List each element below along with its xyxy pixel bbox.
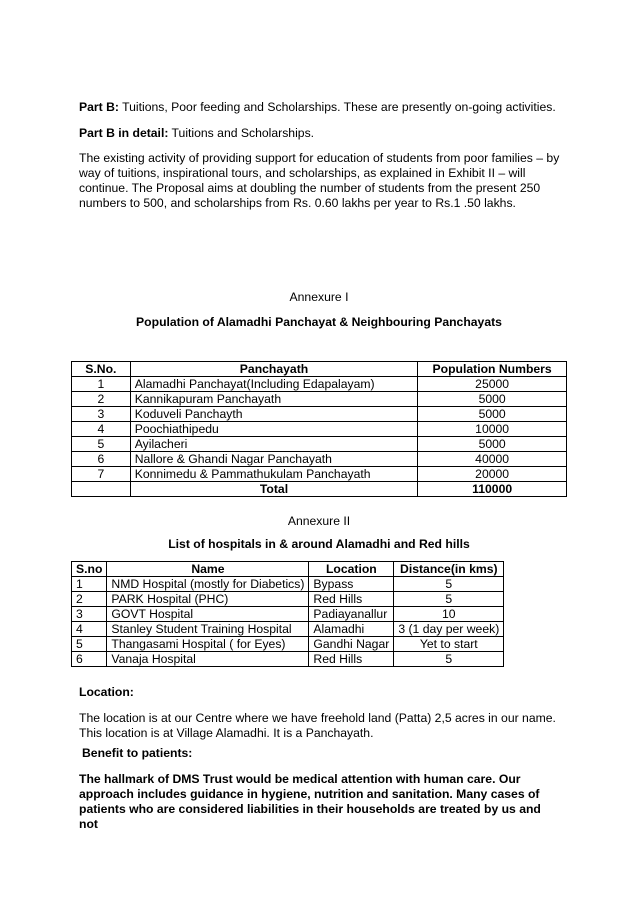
part-b-paragraph: The existing activity of providing support for education of students from poor families – by way of tuitions, inspirational tours, and scholarships, as explained in Exhibit II – will continue. The Proposal aims at doubling the number of students from the present 250 numbers to 500, and scholarships from Rs. 0.60 lakhs per year to Rs.1 .50 lakhs. — [79, 151, 560, 210]
hospitals-table — [71, 561, 504, 667]
table-cell: 2 — [72, 392, 131, 407]
table-cell: NMD Hospital (mostly for Diabetics) — [107, 577, 309, 592]
table-cell: Yet to start — [394, 637, 504, 652]
table-row — [72, 422, 567, 437]
column-header: S.No. — [72, 362, 131, 377]
table-row — [72, 652, 504, 667]
table-row — [72, 467, 567, 482]
population-table-header — [72, 362, 567, 377]
column-header: Population Numbers — [418, 362, 567, 377]
table-cell: GOVT Hospital — [107, 607, 309, 622]
table-row — [72, 607, 504, 622]
part-b-detail-text: Tuitions and Scholarships. — [168, 126, 315, 140]
table-cell: 7 — [72, 467, 131, 482]
total-value: 110000 — [418, 482, 567, 497]
column-header: Name — [107, 562, 309, 577]
table-cell: Gandhi Nagar — [309, 637, 394, 652]
table-row — [72, 392, 567, 407]
location-paragraph: The location is at our Centre where we have freehold land (Patta) 2,5 acres in our name. This location is at Village Alamadhi. It is a Panchayath. — [79, 711, 556, 740]
annexure-2-title: Annexure II — [287, 514, 351, 528]
table-row — [72, 452, 567, 467]
part-b-label: Part B: — [79, 100, 119, 114]
table-cell: 3 — [72, 407, 131, 422]
table-cell: 5000 — [418, 407, 567, 422]
table-row — [72, 637, 504, 652]
table-cell: Vanaja Hospital — [107, 652, 309, 667]
table-row — [72, 622, 504, 637]
column-header: S.no — [72, 562, 107, 577]
table-cell: Koduveli Panchayth — [130, 407, 418, 422]
benefit-paragraph: The hallmark of DMS Trust would be medical attention with human care. Our approach includes guidance in hygiene, nutrition and sanitation. Many cases of patients who are considered liabilities in their households are treated by us and not — [79, 772, 541, 831]
part-b-detail-label: Part B in detail: — [79, 126, 169, 140]
table-cell: Alamadhi Panchayat(Including Edapalayam) — [130, 377, 418, 392]
table-cell: 10 — [394, 607, 504, 622]
table-cell: Nallore & Ghandi Nagar Panchayath — [130, 452, 418, 467]
table-cell: 5 — [394, 592, 504, 607]
table-cell: 5 — [394, 652, 504, 667]
total-label: Total — [130, 482, 418, 497]
part-b-detail-line — [79, 126, 569, 141]
part-b-text: Tuitions, Poor feeding and Scholarships. These are presently on-going activities. — [118, 100, 556, 114]
table-cell: 40000 — [418, 452, 567, 467]
table-cell: 2 — [72, 592, 107, 607]
table-row — [72, 407, 567, 422]
table-cell: Padiayanallur — [309, 607, 394, 622]
total-row — [72, 482, 567, 497]
table-row — [72, 377, 567, 392]
table-cell-empty — [72, 482, 131, 497]
column-header: Panchayath — [130, 362, 418, 377]
table-cell: Kannikapuram Panchayath — [130, 392, 418, 407]
table-cell: 25000 — [418, 377, 567, 392]
table-cell: Red Hills — [309, 592, 394, 607]
table-cell: 1 — [72, 377, 131, 392]
table-cell: 10000 — [418, 422, 567, 437]
annexure-2-heading: List of hospitals in & around Alamadhi and Red hills — [168, 537, 470, 551]
table-cell: Bypass — [309, 577, 394, 592]
hospitals-table-header — [72, 562, 504, 577]
annexure-1-title: Annexure I — [289, 290, 349, 304]
table-cell: Alamadhi — [309, 622, 394, 637]
table-cell: 5 — [394, 577, 504, 592]
table-cell: Ayilacheri — [130, 437, 418, 452]
table-cell: 20000 — [418, 467, 567, 482]
annexure-1-heading: Population of Alamadhi Panchayat & Neighbouring Panchayats — [136, 315, 502, 329]
column-header: Location — [309, 562, 394, 577]
table-cell: 6 — [72, 452, 131, 467]
table-cell: 3 — [72, 607, 107, 622]
table-cell: Red Hills — [309, 652, 394, 667]
table-cell: 3 (1 day per week) — [394, 622, 504, 637]
table-cell: 6 — [72, 652, 107, 667]
table-cell: 5 — [72, 637, 107, 652]
table-cell: Stanley Student Training Hospital — [107, 622, 309, 637]
location-heading: Location: — [79, 685, 134, 699]
table-cell: PARK Hospital (PHC) — [107, 592, 309, 607]
table-cell: 5000 — [418, 392, 567, 407]
table-cell: Thangasami Hospital ( for Eyes) — [107, 637, 309, 652]
population-table — [71, 361, 567, 497]
column-header: Distance(in kms) — [394, 562, 504, 577]
table-row — [72, 592, 504, 607]
table-cell: 4 — [72, 622, 107, 637]
table-cell: 5 — [72, 437, 131, 452]
table-cell: 4 — [72, 422, 131, 437]
table-cell: Konnimedu & Pammathukulam Panchayath — [130, 467, 418, 482]
table-row — [72, 437, 567, 452]
table-row — [72, 577, 504, 592]
table-cell: 1 — [72, 577, 107, 592]
table-cell: 5000 — [418, 437, 567, 452]
benefit-heading: Benefit to patients: — [82, 746, 193, 760]
table-cell: Poochiathipedu — [130, 422, 418, 437]
part-b-line — [79, 100, 569, 115]
